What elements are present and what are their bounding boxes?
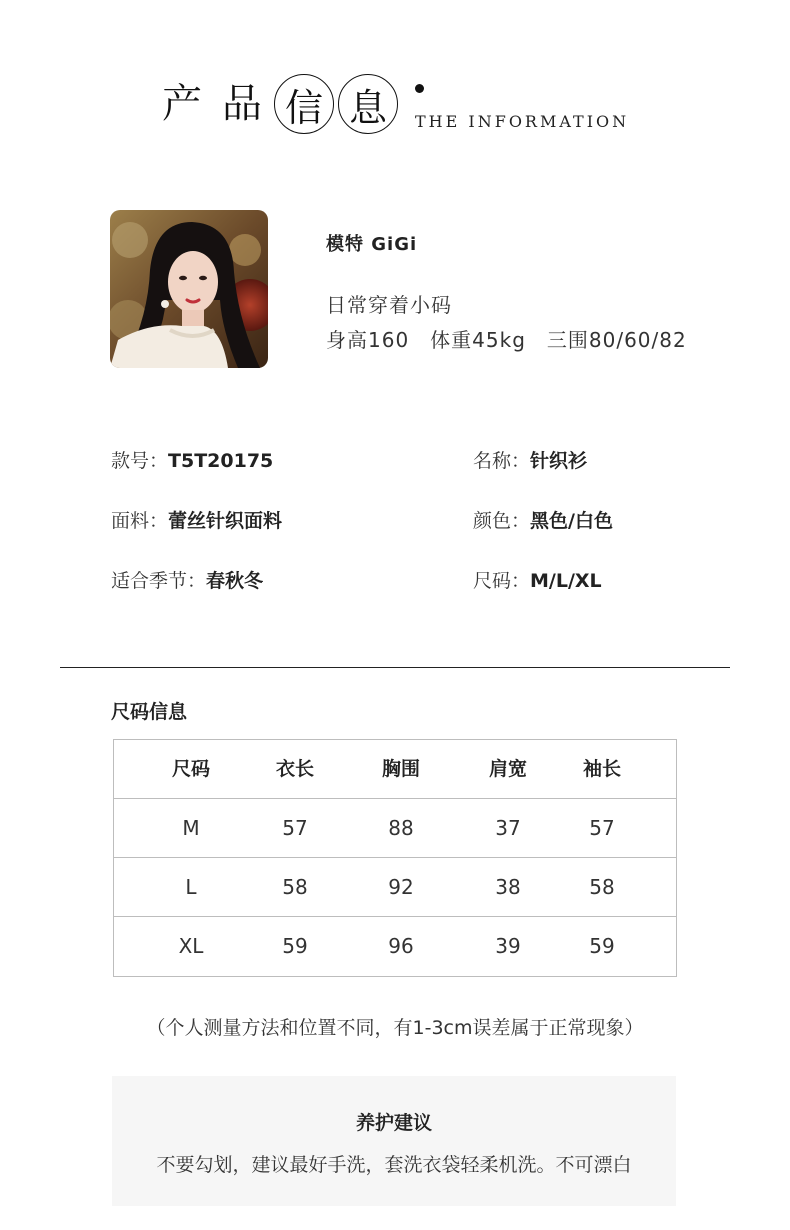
table-cell: 58: [589, 875, 615, 899]
table-cell: XL: [178, 934, 204, 958]
care-box: [112, 1076, 676, 1206]
table-header-cell: 衣长: [275, 758, 315, 780]
model-size-note: 日常穿着小码: [326, 293, 452, 317]
measurement-note: （个人测量方法和位置不同，有1-3cm误差属于正常现象）: [146, 1017, 644, 1039]
header-char-4-circled: 息: [338, 74, 398, 134]
header-char-3-circled: 信: [274, 74, 334, 134]
section-divider: [60, 667, 730, 668]
spec-label: 名称：: [473, 450, 531, 472]
spec-label: 颜色：: [473, 510, 531, 532]
spec-season: [111, 566, 263, 593]
spec-label: 面料：: [111, 510, 169, 532]
size-info-title: 尺码信息: [111, 701, 188, 723]
spec-value: M/L/XL: [530, 570, 602, 592]
model-photo: [110, 210, 268, 368]
table-cell: 59: [589, 934, 615, 958]
table-row: [114, 799, 676, 858]
spec-fabric: [111, 506, 282, 533]
spec-name: [473, 446, 587, 473]
spec-style-no: [111, 446, 273, 473]
spec-size: [473, 566, 602, 593]
table-cell: 96: [388, 934, 414, 958]
spec-value: 针织衫: [530, 450, 588, 472]
table-cell: 57: [282, 816, 308, 840]
table-header-row: [114, 740, 676, 799]
table-cell: 39: [495, 934, 521, 958]
care-title: 养护建议: [355, 1112, 432, 1134]
spec-label: 适合季节：: [111, 570, 207, 592]
spec-label: 款号：: [111, 450, 169, 472]
table-cell: 57: [589, 816, 615, 840]
table-cell: L: [185, 875, 197, 899]
spec-label: 尺码：: [473, 570, 531, 592]
table-header-cell: 尺码: [171, 758, 211, 780]
header-subtitle: THE INFORMATION: [415, 112, 630, 131]
spec-value: 黑色/白色: [530, 510, 613, 532]
table-cell: 37: [495, 816, 521, 840]
table-cell: M: [182, 816, 200, 840]
table-row: [114, 858, 676, 917]
table-row: [114, 917, 676, 976]
model-measurements: 身高160 体重45kg 三围80/60/82: [326, 328, 687, 352]
table-cell: 88: [388, 816, 414, 840]
table-header-cell: 肩宽: [488, 758, 528, 780]
spec-value: T5T20175: [168, 450, 274, 472]
table-header-cell: 胸围: [381, 758, 421, 780]
spec-value: 蕾丝针织面料: [168, 510, 283, 532]
model-name: 模特 GiGi: [326, 234, 418, 255]
table-cell: 59: [282, 934, 308, 958]
table-header-cell: 袖长: [582, 758, 622, 780]
table-cell: 38: [495, 875, 521, 899]
header-char-2: 品: [222, 81, 262, 127]
table-cell: 92: [388, 875, 414, 899]
spec-value: 春秋冬: [206, 570, 264, 592]
size-table: [113, 739, 677, 977]
care-text: 不要勾划，建议最好手洗，套洗衣袋轻柔机洗。不可漂白: [156, 1154, 632, 1176]
spec-color: [473, 506, 613, 533]
table-cell: 58: [282, 875, 308, 899]
header-dot-icon: [415, 84, 424, 93]
header-char-1: 产: [162, 81, 202, 127]
